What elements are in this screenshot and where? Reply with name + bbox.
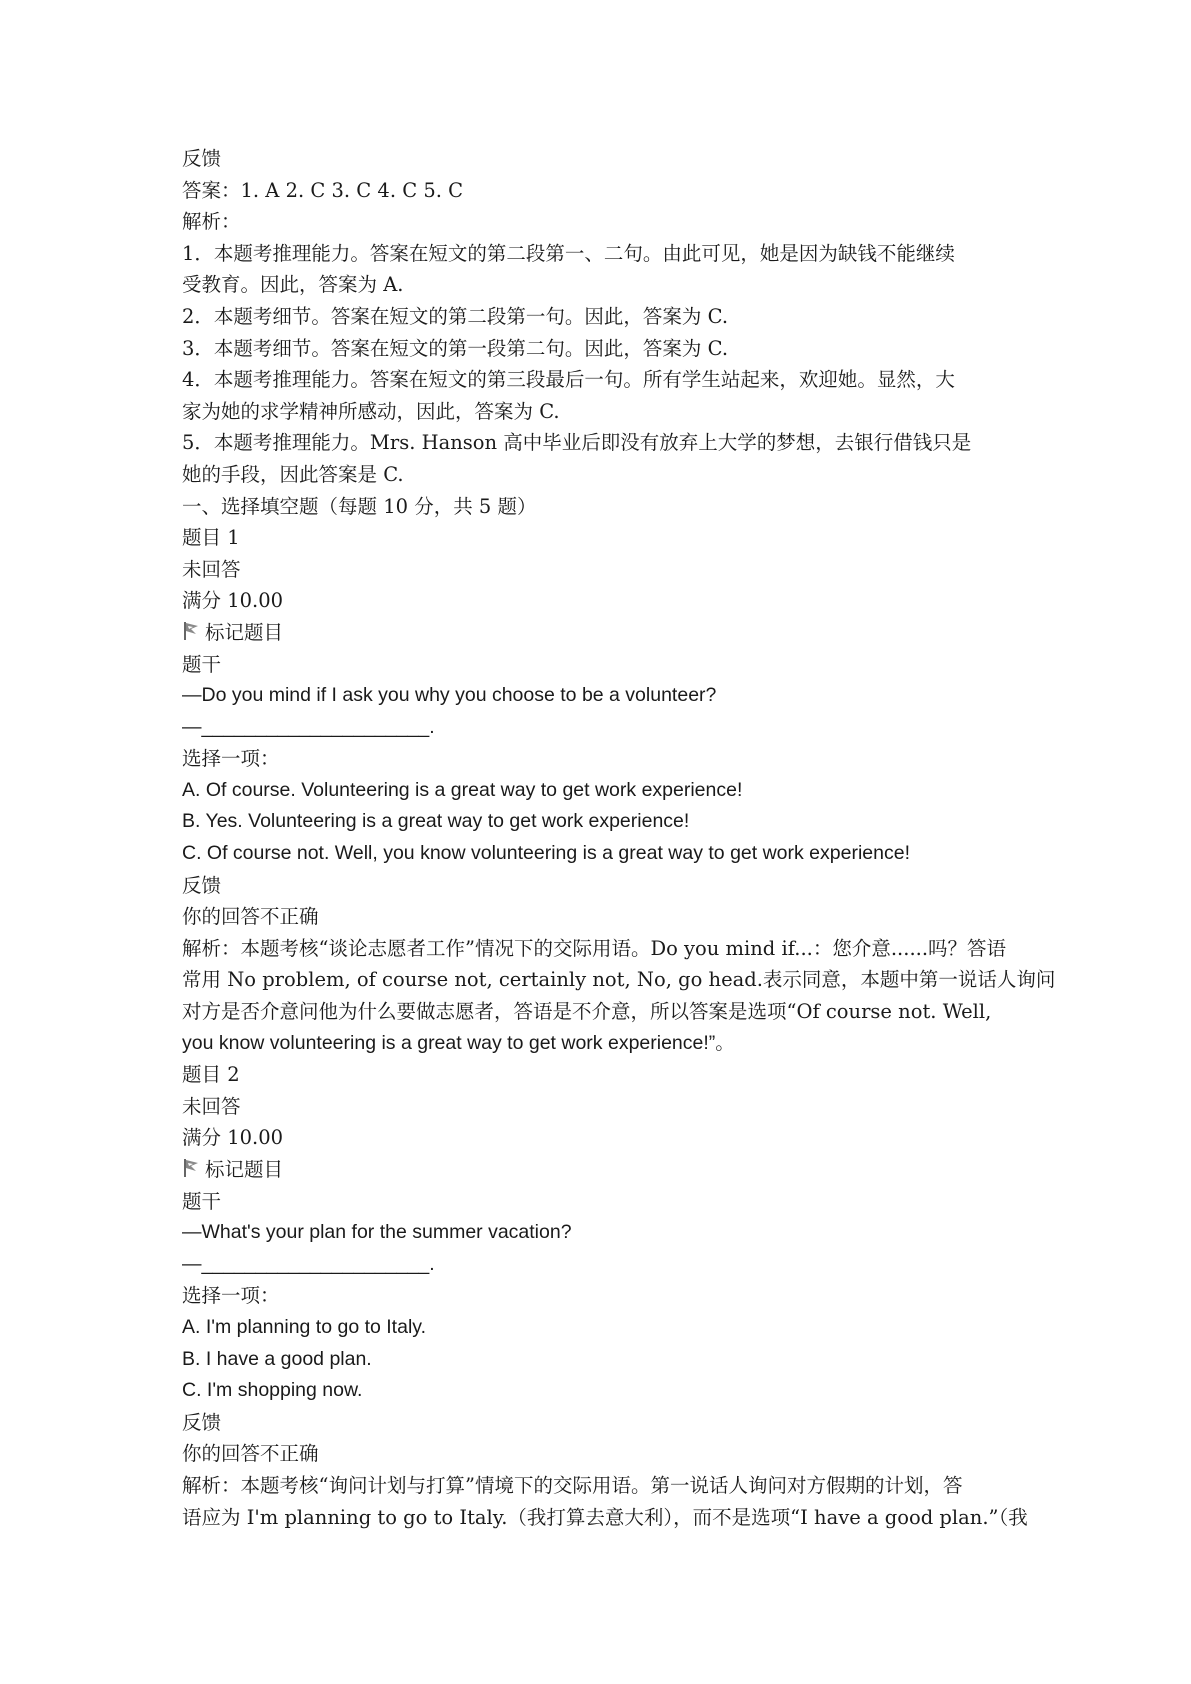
question-2-blank: —_____________________. <box>182 1252 435 1275</box>
question-2-analysis: 解析：本题考核“询问计划与打算”情境下的交际用语。第一说话人询问对方假期的计划，答 <box>182 1473 963 1497</box>
question-1-choose-prompt: 选择一项： <box>182 747 280 771</box>
question-1-result: 你的回答不正确 <box>182 905 319 929</box>
question-2-title: 题目 2 <box>182 1063 240 1087</box>
question-1-stem-heading: 题干 <box>182 652 222 676</box>
question-2-choose-prompt: 选择一项： <box>182 1284 280 1308</box>
question-2-option-c[interactable]: C. I'm shopping now. <box>182 1379 363 1402</box>
question-1-analysis: 对方是否介意问他为什么要做志愿者，答语是不介意，所以答案是选项“Of course not. Well, <box>182 1000 992 1024</box>
question-2-score: 满分 10.00 <box>182 1126 284 1150</box>
analysis-line: 3．本题考细节。答案在短文的第一段第二句。因此，答案为 C. <box>182 336 729 360</box>
question-1-blank: —_____________________. <box>182 715 435 738</box>
question-1-stem: —Do you mind if I ask you why you choose to be a volunteer? <box>182 684 717 707</box>
answer-key: 答案：1. A 2. C 3. C 4. C 5. C <box>182 178 464 202</box>
question-2-flag[interactable] <box>182 1154 1020 1186</box>
analysis-line: 2．本题考细节。答案在短文的第二段第一句。因此，答案为 C. <box>182 304 729 328</box>
section-heading: 一、选择填空题（每题 10 分，共 5 题） <box>182 494 537 518</box>
analysis-line: 1．本题考推理能力。答案在短文的第二段第一、二句。由此可见，她是因为缺钱不能继续 <box>182 241 955 265</box>
question-2-option-a[interactable]: A. I'm planning to go to Italy. <box>182 1315 426 1338</box>
question-2-analysis: 语应为 I'm planning to go to Italy.（我打算去意大利），而不是选项“I have a good plan.”（我 <box>182 1505 1028 1529</box>
flag-question-label: 标记题目 <box>205 1158 284 1181</box>
question-1-option-b[interactable]: B. Yes. Volunteering is a great way to get work experience! <box>182 810 690 833</box>
question-2-stem-heading: 题干 <box>182 1189 222 1213</box>
question-1-status: 未回答 <box>182 557 241 581</box>
question-2-status: 未回答 <box>182 1094 241 1118</box>
analysis-line: 受教育。因此，答案为 A. <box>182 273 404 297</box>
analysis-line: 4．本题考推理能力。答案在短文的第三段最后一句。所有学生站起来，欢迎她。显然，大 <box>182 368 955 392</box>
flag-question-label: 标记题目 <box>205 620 284 644</box>
question-1-option-c[interactable]: C. Of course not. Well, you know volunteering is a great way to get work experience! <box>182 842 910 865</box>
analysis-heading: 解析： <box>182 210 241 234</box>
question-1-option-a[interactable]: A. Of course. Volunteering is a great way to get work experience! <box>182 778 743 801</box>
analysis-line: 5．本题考推理能力。Mrs. Hanson 高中毕业后即没有放弃上大学的梦想，去银行借钱只是 <box>182 431 972 455</box>
question-1-analysis: 常用 No problem, of course not, certainly not, No, go head.表示同意，本题中第一说话人询问 <box>182 968 1056 992</box>
question-1-analysis: 解析：本题考核“谈论志愿者工作”情况下的交际用语。Do you mind if...：您介意......吗？答语 <box>182 936 1007 960</box>
flag-icon <box>182 1158 202 1178</box>
question-2-feedback-heading: 反馈 <box>182 1410 222 1434</box>
question-1-analysis: you know volunteering is a great way to get work experience!”。 <box>182 1031 735 1054</box>
flag-icon <box>182 621 202 641</box>
document-page <box>182 143 1056 1533</box>
question-2-option-b[interactable]: B. I have a good plan. <box>182 1347 372 1370</box>
question-1-flag[interactable] <box>182 617 1020 649</box>
question-2-result: 你的回答不正确 <box>182 1442 319 1466</box>
feedback-heading: 反馈 <box>182 147 222 170</box>
question-1-title: 题目 1 <box>182 526 240 550</box>
question-1-score: 满分 10.00 <box>182 589 284 613</box>
question-1-feedback-heading: 反馈 <box>182 873 222 897</box>
analysis-line: 家为她的求学精神所感动，因此，答案为 C. <box>182 399 560 423</box>
question-2-stem: —What's your plan for the summer vacation? <box>182 1221 572 1244</box>
analysis-line: 她的手段，因此答案是 C. <box>182 462 404 486</box>
